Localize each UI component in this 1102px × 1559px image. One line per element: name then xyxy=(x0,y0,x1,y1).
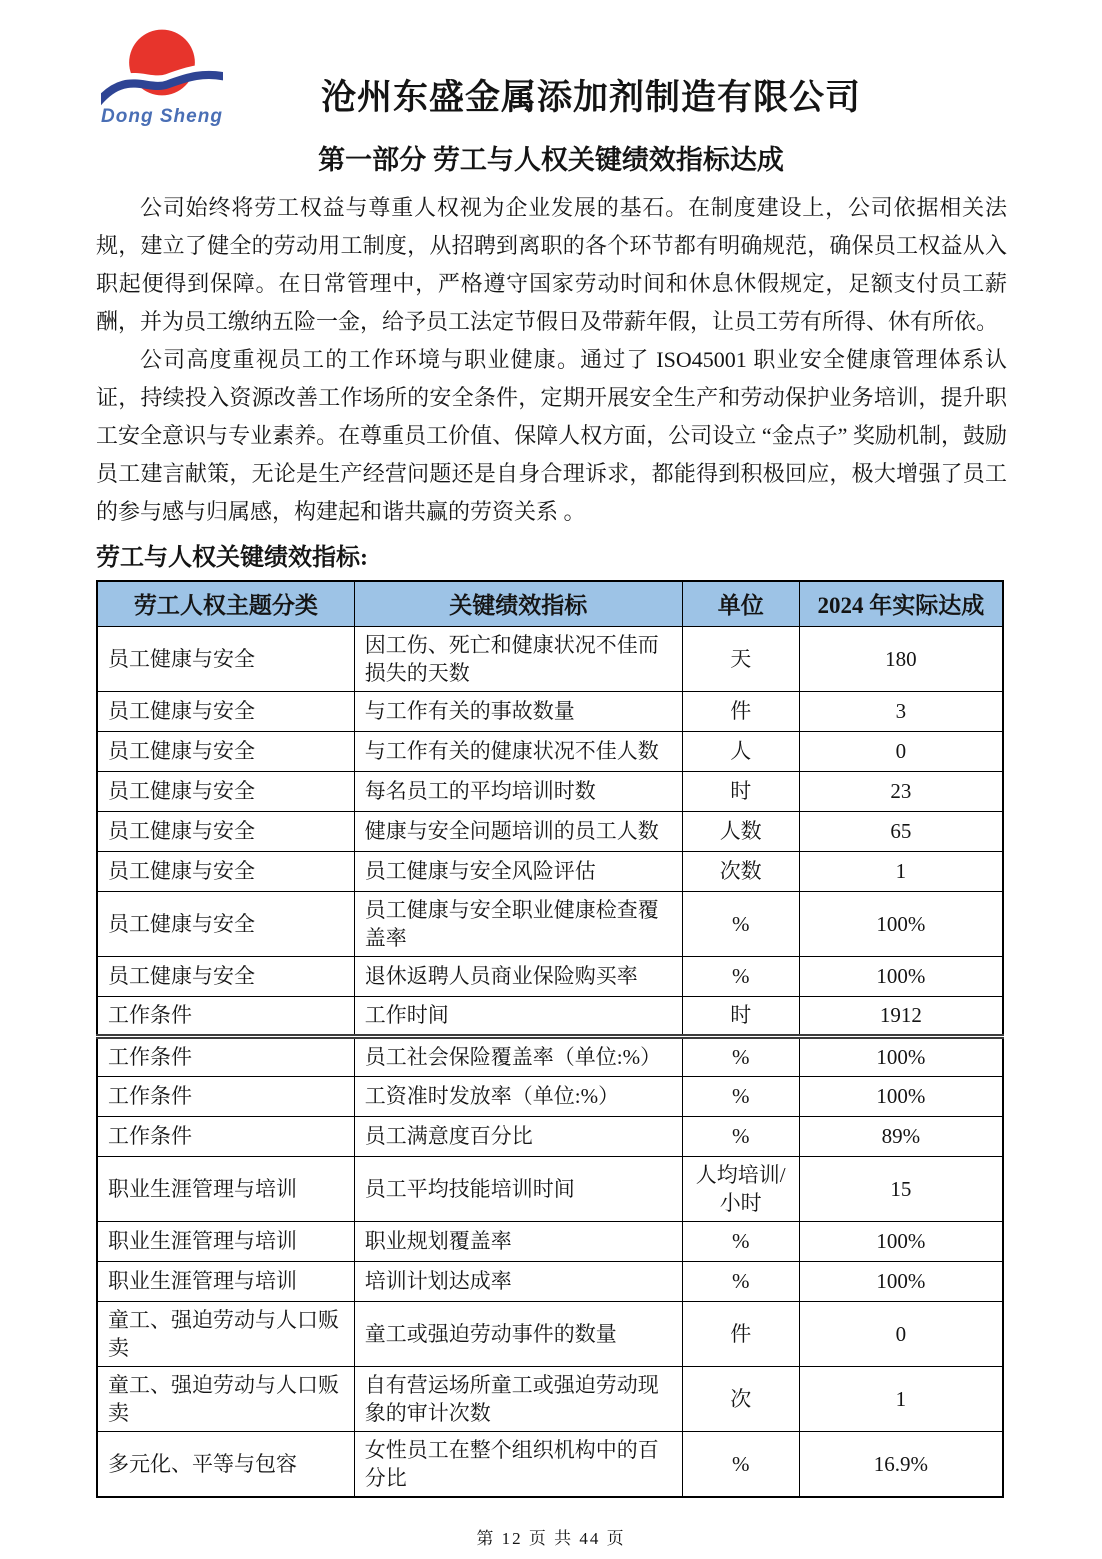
value-cell: 1 xyxy=(799,1366,1003,1431)
unit-cell: 人数 xyxy=(682,811,799,851)
unit-cell: % xyxy=(682,956,799,996)
value-cell: 100% xyxy=(799,956,1003,996)
unit-cell: % xyxy=(682,1076,799,1116)
indicator-cell: 工资准时发放率（单位:%） xyxy=(354,1076,682,1116)
kpi-table-body xyxy=(97,626,1003,1497)
kpi-table xyxy=(96,580,1004,1498)
indicator-cell: 员工社会保险覆盖率（单位:%） xyxy=(354,1036,682,1076)
value-cell: 23 xyxy=(799,771,1003,811)
category-cell: 工作条件 xyxy=(97,1036,354,1076)
table-row xyxy=(97,626,1003,691)
value-cell: 180 xyxy=(799,626,1003,691)
table-row xyxy=(97,996,1003,1036)
indicator-cell: 自有营运场所童工或强迫劳动现象的审计次数 xyxy=(354,1366,682,1431)
value-cell: 100% xyxy=(799,1036,1003,1076)
kpi-table-header xyxy=(97,581,1003,626)
table-row xyxy=(97,811,1003,851)
value-cell: 89% xyxy=(799,1116,1003,1156)
paragraph-labor-rights: 公司始终将劳工权益与尊重人权视为企业发展的基石。在制度建设上，公司依据相关法规，建立了健全的劳动用工制度，从招聘到离职的各个环节都有明确规范，确保员工权益从入职起便得到保障。在日常管理中，严格遵守国家劳动时间和休息休假规定，足额支付员工薪酬，并为员工缴纳五险一金，给予员工法定节假日及带薪年假，让员工劳有所得、休有所依。 xyxy=(96,195,1007,334)
table-row xyxy=(97,891,1003,956)
unit-cell: 件 xyxy=(682,691,799,731)
page-number: 第 12 页 共 44 页 xyxy=(476,1528,626,1548)
table-row xyxy=(97,771,1003,811)
unit-cell: % xyxy=(682,1431,799,1497)
value-cell: 15 xyxy=(799,1156,1003,1221)
category-cell: 多元化、平等与包容 xyxy=(97,1431,354,1497)
category-cell: 工作条件 xyxy=(97,1076,354,1116)
indicator-cell: 退休返聘人员商业保险购买率 xyxy=(354,956,682,996)
table-row xyxy=(97,956,1003,996)
kpi-table-label: 劳工与人权关键绩效指标: xyxy=(96,545,368,571)
unit-cell: 时 xyxy=(682,771,799,811)
category-cell: 职业生涯管理与培训 xyxy=(97,1221,354,1261)
category-cell: 工作条件 xyxy=(97,996,354,1036)
table-row xyxy=(97,691,1003,731)
table-row xyxy=(97,1156,1003,1221)
category-cell: 工作条件 xyxy=(97,1116,354,1156)
sun-wave-logo-icon xyxy=(101,26,223,110)
indicator-cell: 员工健康与安全职业健康检查覆盖率 xyxy=(354,891,682,956)
header-category: 劳工人权主题分类 xyxy=(97,581,354,626)
indicator-cell: 工作时间 xyxy=(354,996,682,1036)
unit-cell: 件 xyxy=(682,1301,799,1366)
value-cell: 100% xyxy=(799,891,1003,956)
indicator-cell: 健康与安全问题培训的员工人数 xyxy=(354,811,682,851)
table-row xyxy=(97,1036,1003,1076)
category-cell: 童工、强迫劳动与人口贩卖 xyxy=(97,1366,354,1431)
table-row xyxy=(97,731,1003,771)
unit-cell: % xyxy=(682,1116,799,1156)
table-row xyxy=(97,1116,1003,1156)
section-title: 第一部分 劳工与人权关键绩效指标达成 xyxy=(318,145,784,175)
category-cell: 员工健康与安全 xyxy=(97,891,354,956)
unit-cell: 次 xyxy=(682,1366,799,1431)
logo-text: Dong Sheng xyxy=(101,106,223,127)
indicator-cell: 培训计划达成率 xyxy=(354,1261,682,1301)
unit-cell: 人均培训/小时 xyxy=(682,1156,799,1221)
category-cell: 员工健康与安全 xyxy=(97,811,354,851)
indicator-cell: 每名员工的平均培训时数 xyxy=(354,771,682,811)
indicator-cell: 与工作有关的健康状况不佳人数 xyxy=(354,731,682,771)
indicator-cell: 因工伤、死亡和健康状况不佳而损失的天数 xyxy=(354,626,682,691)
table-row xyxy=(97,1076,1003,1116)
category-cell: 员工健康与安全 xyxy=(97,626,354,691)
table-row xyxy=(97,1431,1003,1497)
indicator-cell: 童工或强迫劳动事件的数量 xyxy=(354,1301,682,1366)
unit-cell: % xyxy=(682,891,799,956)
value-cell: 0 xyxy=(799,731,1003,771)
category-cell: 员工健康与安全 xyxy=(97,691,354,731)
header-indicator: 关键绩效指标 xyxy=(354,581,682,626)
value-cell: 3 xyxy=(799,691,1003,731)
value-cell: 100% xyxy=(799,1221,1003,1261)
indicator-cell: 职业规划覆盖率 xyxy=(354,1221,682,1261)
table-row xyxy=(97,1366,1003,1431)
value-cell: 1912 xyxy=(799,996,1003,1036)
value-cell: 100% xyxy=(799,1261,1003,1301)
category-cell: 童工、强迫劳动与人口贩卖 xyxy=(97,1301,354,1366)
unit-cell: 次数 xyxy=(682,851,799,891)
unit-cell: 人 xyxy=(682,731,799,771)
content-area xyxy=(95,189,1007,1498)
company-name: 沧州东盛金属添加剂制造有限公司 xyxy=(320,78,861,117)
table-row xyxy=(97,1261,1003,1301)
category-cell: 员工健康与安全 xyxy=(97,771,354,811)
header-row xyxy=(97,581,1003,626)
category-cell: 员工健康与安全 xyxy=(97,731,354,771)
category-cell: 员工健康与安全 xyxy=(97,956,354,996)
indicator-cell: 员工平均技能培训时间 xyxy=(354,1156,682,1221)
unit-cell: % xyxy=(682,1261,799,1301)
indicator-cell: 女性员工在整个组织机构中的百分比 xyxy=(354,1431,682,1497)
paragraph-health-safety: 公司高度重视员工的工作环境与职业健康。通过了 ISO45001 职业安全健康管理体系认证，持续投入资源改善工作场所的安全条件，定期开展安全生产和劳动保护业务培训，提升职工安全意识与专业素养。在尊重员工价值、保障人权方面，公司设立 “金点子” 奖励机制，鼓励员工建言献策，无论是生产经营问题还是自身合理诉求，都能得到积极回应，极大增强了员工的参与感与归属感，构建起和谐共赢的劳资关系 。 xyxy=(96,347,1007,524)
value-cell: 65 xyxy=(799,811,1003,851)
value-cell: 16.9% xyxy=(799,1431,1003,1497)
company-logo xyxy=(96,26,228,128)
value-cell: 1 xyxy=(799,851,1003,891)
unit-cell: 时 xyxy=(682,996,799,1036)
category-cell: 员工健康与安全 xyxy=(97,851,354,891)
header-actual-2024: 2024 年实际达成 xyxy=(799,581,1003,626)
header-unit: 单位 xyxy=(682,581,799,626)
unit-cell: % xyxy=(682,1036,799,1076)
table-row xyxy=(97,1301,1003,1366)
table-row xyxy=(97,851,1003,891)
value-cell: 100% xyxy=(799,1076,1003,1116)
unit-cell: % xyxy=(682,1221,799,1261)
indicator-cell: 与工作有关的事故数量 xyxy=(354,691,682,731)
category-cell: 职业生涯管理与培训 xyxy=(97,1156,354,1221)
indicator-cell: 员工满意度百分比 xyxy=(354,1116,682,1156)
indicator-cell: 员工健康与安全风险评估 xyxy=(354,851,682,891)
value-cell: 0 xyxy=(799,1301,1003,1366)
table-row xyxy=(97,1221,1003,1261)
unit-cell: 天 xyxy=(682,626,799,691)
category-cell: 职业生涯管理与培训 xyxy=(97,1261,354,1301)
